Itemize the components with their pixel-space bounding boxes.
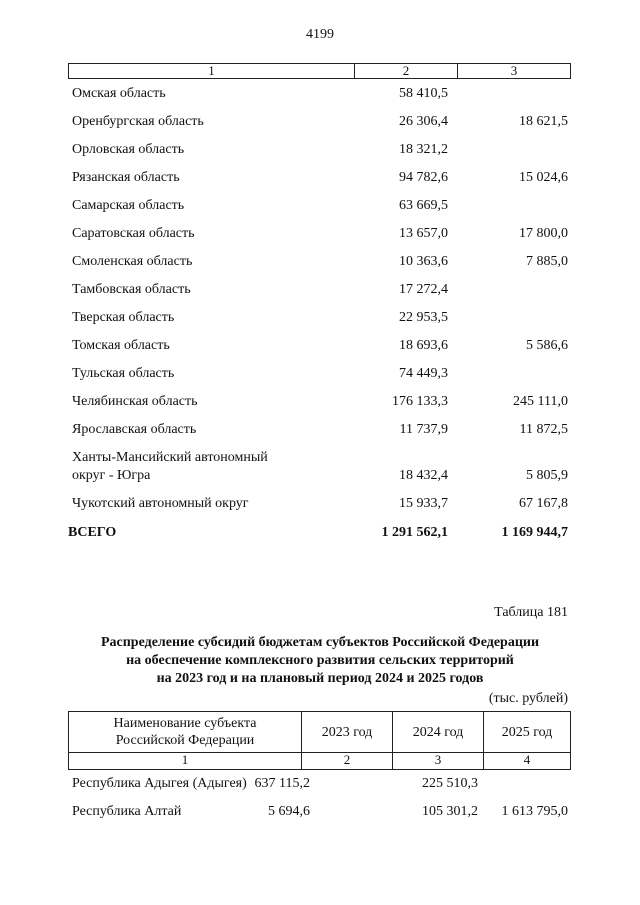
region-name: Ярославская область <box>72 422 197 437</box>
value-2023: 637 115,2 <box>254 776 310 791</box>
table1-column-numbers <box>68 63 571 79</box>
header-name-line1: Наименование субъекта <box>113 716 257 731</box>
total-col3: 1 169 944,7 <box>501 525 568 540</box>
value-col2: 15 933,7 <box>399 496 448 511</box>
value-2025: 1 613 795,0 <box>501 804 568 819</box>
page-number: 4199 <box>306 27 334 42</box>
table2-title <box>0 634 640 688</box>
value-col2: 176 133,3 <box>392 394 448 409</box>
table2-header <box>68 711 571 770</box>
region-name: Челябинская область <box>72 394 198 409</box>
table1-col-1: 1 <box>69 64 355 78</box>
value-col2: 17 272,4 <box>399 282 448 297</box>
total-col2: 1 291 562,1 <box>381 525 448 540</box>
units-label: (тыс. рублей) <box>488 691 568 706</box>
region-name: Самарская область <box>72 198 185 213</box>
col-number-3: 3 <box>393 753 484 769</box>
region-name: Чукотский автономный округ <box>72 496 249 511</box>
value-col2: 11 737,9 <box>399 422 448 437</box>
value-col3: 7 885,0 <box>526 254 568 269</box>
col-number-4: 4 <box>523 752 531 767</box>
header-2023: 2023 год <box>302 712 393 752</box>
value-2024: 225 510,3 <box>422 776 478 791</box>
region-name: Омская область <box>72 86 166 101</box>
value-col3: 67 167,8 <box>519 496 568 511</box>
region-name: Республика Алтай <box>72 804 182 819</box>
value-col3: 5 805,9 <box>526 468 568 483</box>
region-name: Тверская область <box>72 310 175 325</box>
region-name: Орловская область <box>72 142 185 157</box>
value-2024: 105 301,2 <box>422 804 478 819</box>
total-label: ВСЕГО <box>68 525 117 540</box>
value-col2: 22 953,5 <box>399 310 448 325</box>
value-col2: 26 306,4 <box>399 114 448 129</box>
header-name-line2: Российской Федерации <box>115 733 255 748</box>
table1-col-2: 2 <box>355 64 458 78</box>
value-col2: 74 449,3 <box>399 366 448 381</box>
value-col2: 63 669,5 <box>399 198 448 213</box>
value-col2: 18 693,6 <box>399 338 448 353</box>
value-col3: 18 621,5 <box>519 114 568 129</box>
value-2023: 5 694,6 <box>268 804 310 819</box>
value-col3: 5 586,6 <box>526 338 568 353</box>
region-name: Республика Адыгея (Адыгея) <box>72 776 247 791</box>
col-number-1: 1 <box>69 753 302 769</box>
table1-col-3: 3 <box>510 63 518 78</box>
value-col2: 13 657,0 <box>399 226 448 241</box>
region-name: Саратовская область <box>72 226 195 241</box>
region-name: Тамбовская область <box>72 282 191 297</box>
value-col2: 58 410,5 <box>399 86 448 101</box>
col-number-2: 2 <box>302 753 393 769</box>
value-col3: 17 800,0 <box>519 226 568 241</box>
region-name: Смоленская область <box>72 254 193 269</box>
region-name: Оренбургская область <box>72 114 204 129</box>
region-name-line1: Ханты-Мансийский автономный <box>72 450 268 465</box>
table-number-label: Таблица 181 <box>494 605 568 620</box>
title-line-3: на 2023 год и на плановый период 2024 и 2025 годов <box>156 671 484 686</box>
value-col2: 10 363,6 <box>399 254 448 269</box>
region-name: Томская область <box>72 338 170 353</box>
value-col2: 94 782,6 <box>399 170 448 185</box>
header-name-cell <box>69 712 302 752</box>
value-col2: 18 321,2 <box>399 142 448 157</box>
value-col3: 15 024,6 <box>519 170 568 185</box>
header-2024: 2024 год <box>393 712 484 752</box>
value-col3: 245 111,0 <box>513 394 568 409</box>
value-col3: 11 872,5 <box>519 422 568 437</box>
title-line-1: Распределение субсидий бюджетам субъектов Российской Федерации <box>100 635 540 650</box>
region-name: Тульская область <box>72 366 175 381</box>
value-col2: 18 432,4 <box>399 468 448 483</box>
region-name-line2: округ - Югра <box>72 468 151 483</box>
region-name: Рязанская область <box>72 170 180 185</box>
title-line-2: на обеспечение комплексного развития сельских территорий <box>126 653 514 668</box>
header-2025: 2025 год <box>501 724 553 740</box>
